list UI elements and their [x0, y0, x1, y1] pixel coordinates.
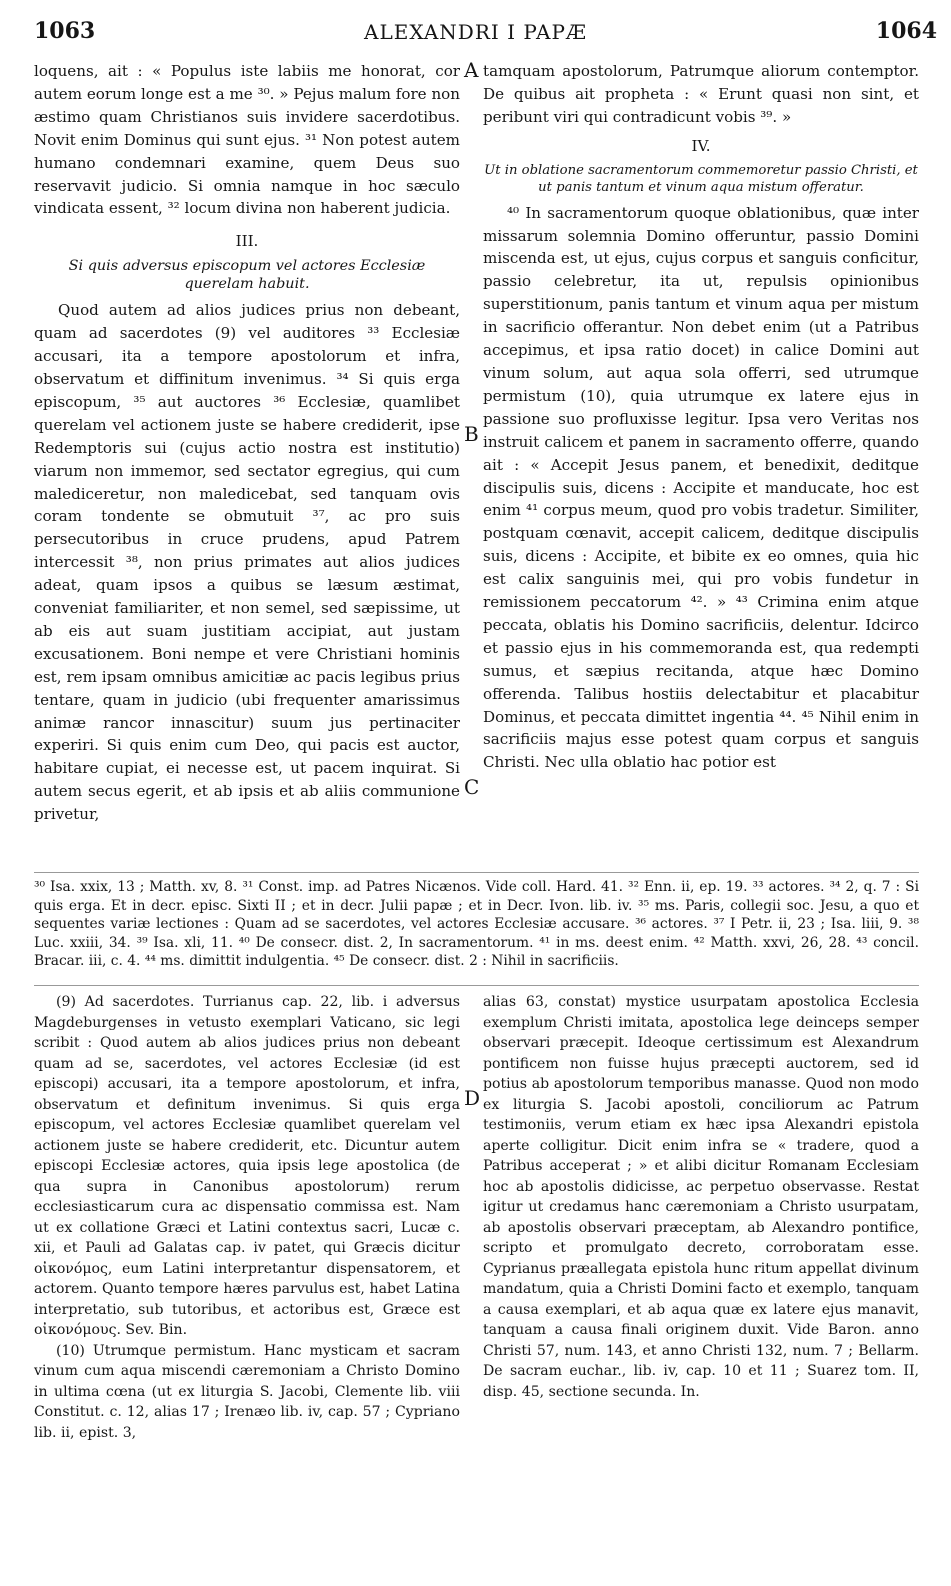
- note-10: (10) Utrumque permistum. Hanc mysticam et sacram vinum cum aqua miscendi cæremoniam a Christo Domino in ultima cœna (ut ex liturgia S. Jacobi, Clemente lib. viii Constitut. c. 12, alias 17 ; Irenæo lib. iv, cap. 57 ; Cypriano lib. ii, epist. 3,: [34, 1342, 460, 1441]
- footnote-rule: [34, 872, 919, 873]
- right-paragraph-2: ⁴⁰ In sacramentorum quoque oblationibus, quæ inter missarum solemnia Domino offeruntur, passio Domini miscenda est, ut ejus, cujus corpus et sanguis conficitur, passio celebretur, ita ut, repulsis opinionibus superstitionum, panis tantum et vinum aqua per mistum in sacrificio offerantur. Non debet enim (ut a Patribus accepimus, et ipsa ratio docet) in calice Domini aut vinum solum, aut aqua sola offerri, sed utrumque permistum (10), quia utrumque ex latere ejus in passione suo profluxisse legitur. Ipsa vero Veritas nos instruit calicem et panem in sacramento offerre, quando ait : « Accepit Jesus panem, et benedixit, deditque discipulis suis, dicens : Accipite et manducate, hoc est enim ⁴¹ corpus meum, quod pro vobis tradetur. Similiter, postquam cœnavit, accepit calicem, deditque discipulis suis, dicens : Accipite, et bibite ex eo omnes, quia hic est calix sanguinis mei, qui pro vobis fundetur in remissionem peccatorum ⁴². » ⁴³ Crimina enim atque peccata, oblatis his Domino sacrificiis, delentur. Idcirco et passio ejus in his commemoranda est, qua redempti sumus, et sæpius recitanda, atque hæc Domino offerenda. Talibus hostiis delectabitur et placabitur Dominus, et peccata dimittet ingentia ⁴⁴. ⁴⁵ Nihil enim in sacrificiis majus esse potest quam corpus et sanguis Christi. Nec ulla oblatio hac potior est: [483, 203, 919, 772]
- section-heading-iii: III.: [235, 232, 259, 251]
- notes-left-column: [34, 992, 460, 1443]
- notes-right-column: [483, 992, 919, 1402]
- margin-letter-a: A: [464, 58, 479, 82]
- margin-letter-c: C: [464, 775, 480, 799]
- left-paragraph-2: Quod autem ad alios judices prius non debeant, quam ad sacerdotes (9) vel auditores ³³ Ecclesiæ accusari, ita a tempore apostolorum et infra, observatum et diffinitum invenimus. ³⁴ Si quis erga episcopum, ³⁵ aut auctores ³⁶ Ecclesiæ, quamlibet querelam vel actionem juste se habere crediderit, ipse Redemptoris sui (cujus actio nostra est institutio) viarum non immemor, sed sectator egregius, qui cum malediceretur, non maledicebat, sed tanquam ovis coram tondente se obmutuit ³⁷, ac pro suis persecutoribus in cruce prudens, apud Patrem intercessit ³⁸, non prius primates aut alios judices adeat, quam ipsos a quibus se læsum æstimat, conveniat familiariter, et non semel, sed sæpissime, ut ab eis aut suam justitiam accipiat, aut justam excusationem. Boni nempe et vere Christiani hominis est, rem ipsam omnibus amicitiæ ac pacis legibus prius tentare, quam in judicio (ubi frequenter amarissimus animæ rancor innascitur) suum jus pertinaciter experiri. Si quis enim cum Deo, qui pacis est auctor, habitare cupiat, ei necesse est, ut pacem inquirat. Si autem secus egerit, et ab ipsis et ab aliis communione privetur,: [34, 301, 460, 824]
- left-column: [34, 60, 460, 826]
- right-column: [483, 60, 919, 774]
- right-paragraph-1: tamquam apostolorum, Patrumque aliorum contemptor. De quibus ait propheta : « Erunt quasi non sint, et peribunt viri qui contradicunt vobis ³⁹. »: [483, 62, 919, 126]
- margin-letter-d: D: [464, 1086, 481, 1110]
- running-title: ALEXANDRI I PAPÆ: [364, 20, 587, 44]
- left-paragraph-1: loquens, ait : « Populus iste labiis me honorat, cor autem eorum longe est a me ³⁰. » Pejus malum fore non æstimo quam Christianos suis invidere sacerdotibus. Novit enim Dominus qui sunt ejus. ³¹ Non potest autem humano condemnari examine, quem Deus suo reservavit judicio. Si omnia namque in hoc sæculo vindicata essent, ³² locum divina non haberent judicia.: [34, 62, 460, 218]
- section-rubric-iii: Si quis adversus episcopum vel actores Ecclesiæ querelam habuit.: [68, 258, 426, 293]
- margin-letter-b: B: [464, 422, 479, 446]
- note-10-continued: alias 63, constat) mystice usurpatam apostolica Ecclesia exemplum Christi imitata, apostolica lege deinceps semper observari præcepit. Ideoque certissimum est Alexandrum pontificem non fuisse hujus præcepti auctorem, sed id potius ab apostolorum temporibus manasse. Quod non modo ex liturgia S. Jacobi apostoli, conciliorum ac Patrum testimoniis, verum etiam ex hæc ipsa Alexandri epistola aperte colligitur. Dicit enim infra se « tradere, quod a Patribus acceperat ; » et alibi dicitur Romanam Ecclesiam hoc ab apostolis didicisse, ac perpetuo observasse. Restat igitur ut credamus hanc cæremoniam a Christo usurpatam, ab apostolis observari præceptam, ab Alexandro pontifice, scripto et promulgato decreto, corroboratam esse. Cyprianus præallegata epistola hunc ritum appellat divinum mandatum, quia a Christi Domini facto et exemplo, tanquam a causa exemplari, et ab aqua quæ ex latere ejus manavit, tanquam a causa finali originem duxit. Vide Baron. anno Christi 57, num. 143, et anno Christi 132, num. 7 ; Bellarm. De sacram euchar., lib. iv, cap. 10 et 11 ; Suarez tom. II, disp. 45, sectione secunda. In.: [483, 994, 919, 1400]
- running-header: [0, 18, 951, 48]
- section-heading-iv: IV.: [691, 136, 711, 155]
- footnotes: [34, 878, 919, 971]
- page-number-left: 1063: [34, 18, 96, 44]
- note-9: (9) Ad sacerdotes. Turrianus cap. 22, lib. i adversus Magdeburgenses in vetusto exemplari Vaticano, sic legi scribit : Quod autem ab alios judices prius non debeant quam ad se, sacerdotes, vel actores Ecclesiæ (id est episcopi) accusari, ita a tempore apostolorum, et infra, observatum et definitum invenimus. Si quis erga episcopum, vel actores Ecclesiæ quamlibet querelam vel actionem juste se habere crediderit, etc. Dicuntur autem episcopi Ecclesiæ actores, quia ipsis lege apostolica (de qua supra in Canonibus apostolorum) rerum ecclesiasticarum cura ac dispensatio commissa est. Nam ut ex collatione Græci et Latini contextus sacri, Lucæ c. xii, et Pauli ad Galatas cap. iv patet, qui Græcis dicitur οἰκονόμος, eum Latini interpretantur dispensatorem, et actorem. Quanto tempore hæres parvulus est, habet Latina interpretatio, sub tutoribus, et actoribus est, Græce est οἰκονόμους. Sev. Bin.: [34, 994, 460, 1338]
- footnote-text: ³⁰ Isa. xxix, 13 ; Matth. xv, 8. ³¹ Const. imp. ad Patres Nicænos. Vide coll. Hard. 41. ³² Enn. ii, ep. 19. ³³ actores. ³⁴ 2, q. 7 : Si quis erga. Et in decr. episc. Sixti II ; et in decr. Julii papæ ; et in Decr. Ivon. lib. iv. ³⁵ ms. Paris, collegii soc. Jesu, a quo et sequentes variæ lectiones : Quam ad se sacerdotes, vel actores Ecclesiæ accusare. ³⁶ actores. ³⁷ I Petr. ii, 23 ; Isa. liii, 9. ³⁸ Luc. xxiii, 34. ³⁹ Isa. xli, 11. ⁴⁰ De consecr. dist. 2, In sacramentorum. ⁴¹ in ms. deest enim. ⁴² Matth. xxvi, 26, 28. ⁴³ concil. Bracar. iii, c. 4. ⁴⁴ ms. dimittit indulgentia. ⁴⁵ De consecr. dist. 2 : Nihil in sacrificiis.: [34, 879, 919, 969]
- notes-rule: [34, 985, 919, 986]
- section-rubric-iv: Ut in oblatione sacramentorum commemoretur passio Christi, et ut panis tantum et vinum aqua mistum offeratur.: [484, 162, 918, 195]
- page-number-right: 1064: [875, 18, 937, 44]
